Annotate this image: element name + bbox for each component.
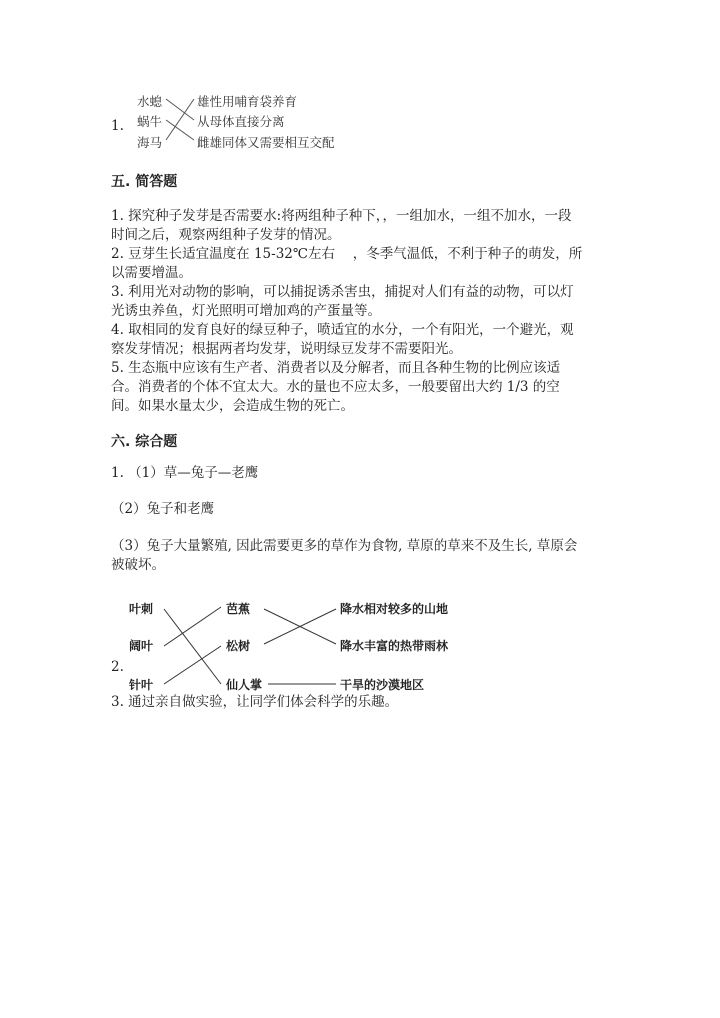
answer-line: （2）兔子和老鹰 bbox=[111, 501, 215, 517]
leaf-type-label: 阔叶 bbox=[129, 639, 154, 653]
question-number: 2. bbox=[111, 659, 124, 675]
section-heading-5: 五. 简答题 bbox=[111, 174, 178, 190]
plant-label: 芭蕉 bbox=[226, 602, 251, 616]
region-label: 降水相对较多的山地 bbox=[340, 602, 449, 616]
answer-line: 3. 利用光对动物的影响，可以捕捉诱杀害虫，捕捉对人们有益的动物，可以灯 bbox=[111, 284, 574, 300]
region-label: 干旱的沙漠地区 bbox=[340, 678, 425, 692]
answer-line: 察发芽情况；根据两者均发芽，说明绿豆发芽不需要阳光。 bbox=[111, 341, 462, 357]
animal-label: 水螅 bbox=[137, 94, 163, 109]
answer-line: 被破坏。 bbox=[111, 557, 165, 573]
answer-line: 1. （1）草—兔子—老鹰 bbox=[111, 465, 259, 481]
connector-line bbox=[164, 646, 221, 684]
section-heading-6: 六. 综合题 bbox=[111, 434, 178, 450]
leaf-type-label: 针叶 bbox=[129, 678, 154, 692]
answer-line: 4. 取相同的发育良好的绿豆种子，喷适宜的水分，一个有阳光，一个避光，观 bbox=[111, 322, 574, 338]
plant-label: 仙人掌 bbox=[226, 678, 263, 692]
answer-line: 以需要增温。 bbox=[111, 265, 192, 281]
answer-line: 合。消费者的个体不宜太大。水的量也不应太多，一般要留出大约 1/3 的空 bbox=[111, 379, 560, 395]
animal-label: 海马 bbox=[137, 135, 163, 150]
answer-line: 光诱虫养鱼，灯光照明可增加鸡的产蛋量等。 bbox=[111, 303, 381, 319]
question-number: 1. bbox=[111, 118, 124, 134]
answer-line: 3. 通过亲自做实验，让同学们体会科学的乐趣。 bbox=[111, 694, 399, 710]
connector-line bbox=[164, 609, 221, 684]
trait-label: 雄性用哺育袋养育 bbox=[197, 94, 298, 109]
animal-label: 蜗牛 bbox=[137, 114, 163, 129]
answer-line: 1. 探究种子发芽是否需要水:将两组种子种下，，一组加水，一组不加水，一段 bbox=[111, 208, 572, 224]
leaf-type-label: 叶刺 bbox=[129, 602, 154, 616]
answer-line: （3）兔子大量繁殖, 因此需要更多的草作为食物, 草原的草来不及生长, 草原会 bbox=[111, 538, 578, 554]
plant-label: 松树 bbox=[226, 639, 251, 653]
trait-label: 雌雄同体又需要相互交配 bbox=[197, 135, 335, 150]
answer-line: 2. 豆芽生长适宜温度在 15-32℃左右 ，冬季气温低，不利于种子的萌发，所 bbox=[111, 246, 583, 262]
answer-line: 5. 生态瓶中应该有生产者、消费者以及分解者，而且各种生物的比例应该适 bbox=[111, 360, 561, 376]
trait-label: 从母体直接分离 bbox=[197, 114, 285, 129]
connector-line bbox=[164, 607, 221, 646]
answer-line: 间。如果水量太少，会造成生物的死亡。 bbox=[111, 398, 354, 414]
region-label: 降水丰富的热带雨林 bbox=[340, 639, 449, 653]
answer-line: 时间之后，观察两组种子发芽的情况。 bbox=[111, 227, 341, 243]
